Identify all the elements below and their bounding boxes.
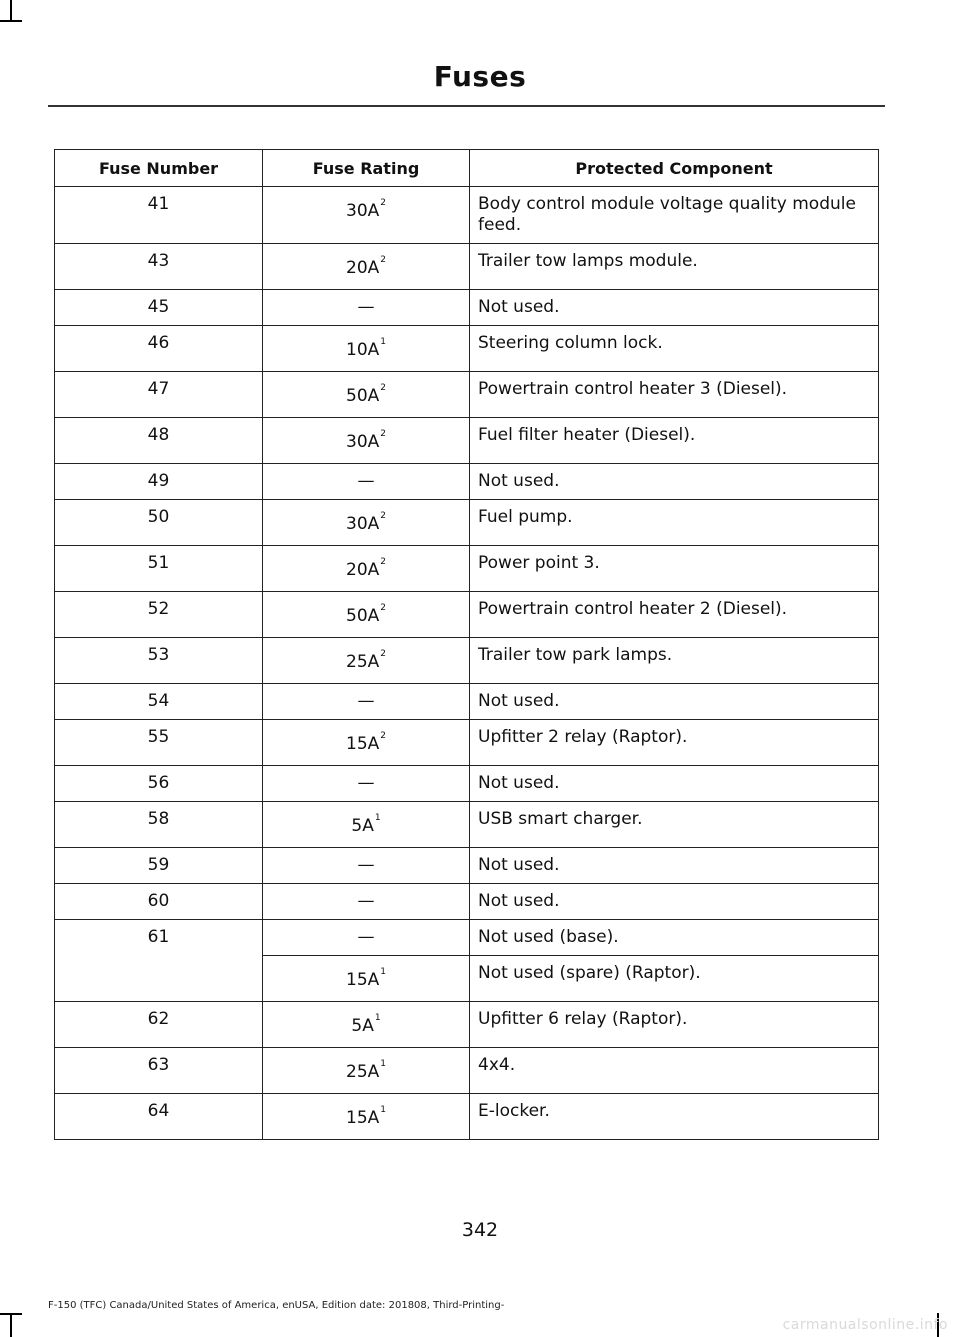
table-row <box>55 720 879 766</box>
protected-component-cell: 4x4. <box>470 1048 879 1094</box>
page-title: Fuses <box>433 60 527 93</box>
fuse-table <box>54 149 879 1140</box>
footnote-marker: 2 <box>380 198 386 208</box>
table-row <box>55 187 879 244</box>
table-row <box>55 592 879 638</box>
fuse-number-cell: 48 <box>55 418 263 464</box>
table-row <box>55 684 879 720</box>
table-row <box>55 326 879 372</box>
fuse-rating-value: — <box>357 927 375 947</box>
footnote-marker: 1 <box>380 337 386 347</box>
table-row <box>55 1002 879 1048</box>
footnote-marker: 1 <box>380 1105 386 1115</box>
protected-component-cell: Not used. <box>470 684 879 720</box>
fuse-number-cell: 62 <box>55 1002 263 1048</box>
protected-component-cell: Not used (base). <box>470 920 879 956</box>
table-row <box>55 290 879 326</box>
fuse-rating-cell <box>263 720 470 766</box>
fuse-rating-value: 20A <box>346 258 380 278</box>
footnote-marker: 2 <box>380 429 386 439</box>
watermark: carmanualsonline.info <box>782 1317 948 1333</box>
fuse-rating-value: — <box>357 773 375 793</box>
table-row <box>55 418 879 464</box>
fuse-rating-value: 25A <box>346 1062 380 1082</box>
fuse-number-cell: 50 <box>55 500 263 546</box>
fuse-rating-cell <box>263 326 470 372</box>
protected-component-cell: Not used. <box>470 884 879 920</box>
protected-component-cell: Body control module voltage quality module feed. <box>470 187 879 244</box>
fuse-number-cell: 55 <box>55 720 263 766</box>
fuse-rating-value: 30A <box>346 201 380 221</box>
fuse-rating-value: 50A <box>346 606 380 626</box>
protected-component-cell: Not used. <box>470 290 879 326</box>
fuse-rating-value: 15A <box>346 970 380 990</box>
fuse-rating-value: 15A <box>346 734 380 754</box>
table-row <box>55 546 879 592</box>
fuse-rating-cell <box>263 1002 470 1048</box>
fuse-number-cell: 45 <box>55 290 263 326</box>
fuse-number-cell: 64 <box>55 1094 263 1140</box>
protected-component-cell: Not used. <box>470 464 879 500</box>
table-row <box>55 1048 879 1094</box>
fuse-number-cell: 53 <box>55 638 263 684</box>
fuse-number-cell: 54 <box>55 684 263 720</box>
fuse-rating-cell <box>263 956 470 1002</box>
protected-component-cell: Trailer tow park lamps. <box>470 638 879 684</box>
table-row <box>55 766 879 802</box>
protected-component-cell: Upfitter 2 relay (Raptor). <box>470 720 879 766</box>
fuse-rating-value: 25A <box>346 652 380 672</box>
protected-component-cell: Steering column lock. <box>470 326 879 372</box>
fuse-number-cell: 51 <box>55 546 263 592</box>
table-row <box>55 1094 879 1140</box>
protected-component-cell: Upfitter 6 relay (Raptor). <box>470 1002 879 1048</box>
fuse-rating-cell <box>263 884 470 920</box>
fuse-rating-cell <box>263 500 470 546</box>
table-row <box>55 638 879 684</box>
fuse-number-cell: 61 <box>55 920 263 1002</box>
table-row <box>55 464 879 500</box>
fuse-rating-cell <box>263 638 470 684</box>
fuse-number-cell: 58 <box>55 802 263 848</box>
fuse-rating-value: 30A <box>346 514 380 534</box>
protected-component-cell: Not used. <box>470 766 879 802</box>
fuse-rating-cell <box>263 546 470 592</box>
header-protected-component: Protected Component <box>470 150 879 187</box>
footnote-marker: 2 <box>380 557 386 567</box>
fuse-rating-value: — <box>357 855 375 875</box>
protected-component-cell: Power point 3. <box>470 546 879 592</box>
fuse-number-cell: 56 <box>55 766 263 802</box>
fuse-rating-cell <box>263 418 470 464</box>
fuse-rating-cell <box>263 684 470 720</box>
fuse-rating-value: — <box>357 891 375 911</box>
fuse-rating-value: 30A <box>346 432 380 452</box>
fuse-number-cell: 59 <box>55 848 263 884</box>
fuse-rating-cell <box>263 372 470 418</box>
table-header-row <box>55 150 879 187</box>
fuse-rating-cell <box>263 920 470 956</box>
footnote-marker: 1 <box>374 1013 381 1023</box>
table-row <box>55 920 879 956</box>
footnote-marker: 2 <box>380 383 386 393</box>
footnote-marker: 2 <box>380 603 386 613</box>
protected-component-cell: Not used (spare) (Raptor). <box>470 956 879 1002</box>
fuse-number-cell: 63 <box>55 1048 263 1094</box>
table-row <box>55 884 879 920</box>
fuse-rating-value: 15A <box>346 1108 380 1128</box>
fuse-rating-value: — <box>357 297 375 317</box>
fuse-number-cell: 52 <box>55 592 263 638</box>
page-number: 342 <box>461 1219 499 1241</box>
fuse-number-cell: 47 <box>55 372 263 418</box>
crop-mark <box>10 1313 12 1337</box>
footnote-marker: 2 <box>380 731 386 741</box>
fuse-rating-cell <box>263 187 470 244</box>
table-row <box>55 372 879 418</box>
fuse-rating-value: 5A <box>351 816 374 836</box>
protected-component-cell: Powertrain control heater 3 (Diesel). <box>470 372 879 418</box>
footnote-marker: 2 <box>380 255 386 265</box>
crop-mark <box>0 1313 22 1315</box>
fuse-rating-value: — <box>357 691 375 711</box>
protected-component-cell: E-locker. <box>470 1094 879 1140</box>
table-row <box>55 848 879 884</box>
header-fuse-number: Fuse Number <box>55 150 263 187</box>
edition-footer: F-150 (TFC) Canada/United States of America, enUSA, Edition date: 201808, Third-Printing- <box>48 1300 505 1311</box>
fuse-number-cell: 41 <box>55 187 263 244</box>
fuse-number-cell: 49 <box>55 464 263 500</box>
fuse-rating-value: 5A <box>351 1016 374 1036</box>
fuse-rating-cell <box>263 766 470 802</box>
fuse-rating-value: 50A <box>346 386 380 406</box>
fuse-rating-cell <box>263 464 470 500</box>
footnote-marker: 1 <box>374 813 381 823</box>
title-rule <box>48 105 885 107</box>
fuse-rating-cell <box>263 290 470 326</box>
fuse-rating-cell <box>263 802 470 848</box>
fuse-rating-cell <box>263 1048 470 1094</box>
header-fuse-rating: Fuse Rating <box>263 150 470 187</box>
fuse-rating-cell <box>263 592 470 638</box>
fuse-number-cell: 43 <box>55 244 263 290</box>
crop-mark <box>0 20 22 22</box>
protected-component-cell: USB smart charger. <box>470 802 879 848</box>
table-row <box>55 244 879 290</box>
crop-mark <box>10 0 12 22</box>
footnote-marker: 1 <box>380 1059 386 1069</box>
protected-component-cell: Not used. <box>470 848 879 884</box>
fuse-rating-value: 20A <box>346 560 380 580</box>
fuse-number-cell: 60 <box>55 884 263 920</box>
fuse-rating-cell <box>263 1094 470 1140</box>
protected-component-cell: Fuel pump. <box>470 500 879 546</box>
table-row <box>55 500 879 546</box>
protected-component-cell: Fuel filter heater (Diesel). <box>470 418 879 464</box>
footnote-marker: 2 <box>380 511 386 521</box>
fuse-rating-cell <box>263 244 470 290</box>
footnote-marker: 2 <box>380 649 386 659</box>
footnote-marker: 1 <box>380 967 386 977</box>
fuse-rating-value: — <box>357 471 375 491</box>
protected-component-cell: Powertrain control heater 2 (Diesel). <box>470 592 879 638</box>
protected-component-cell: Trailer tow lamps module. <box>470 244 879 290</box>
table-row <box>55 802 879 848</box>
fuse-number-cell: 46 <box>55 326 263 372</box>
fuse-rating-cell <box>263 848 470 884</box>
fuse-rating-value: 10A <box>346 340 380 360</box>
